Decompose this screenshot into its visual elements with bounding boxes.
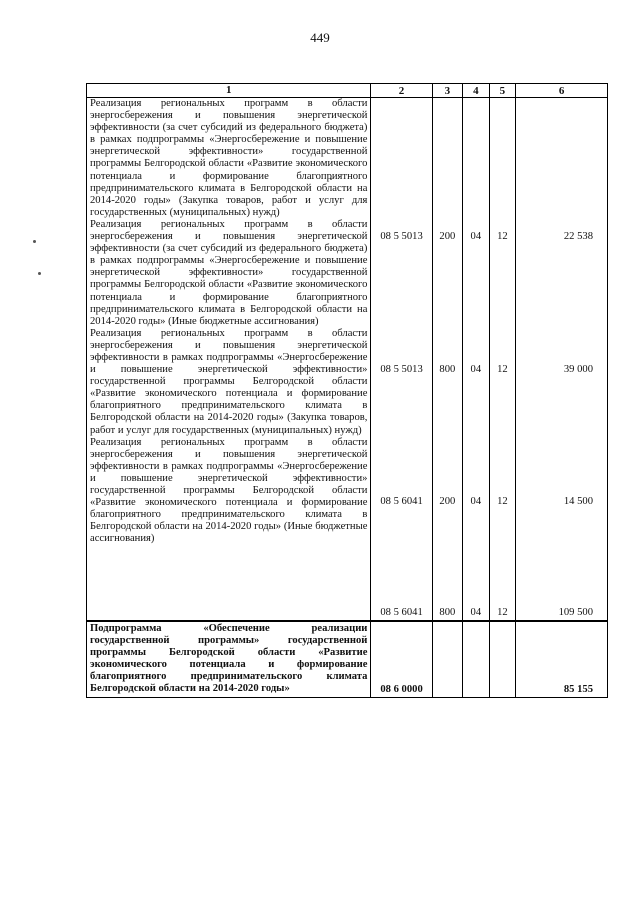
row-3-col-4: 04 bbox=[470, 496, 482, 507]
subprogram-col-3 bbox=[432, 621, 462, 697]
header-col-5: 5 bbox=[489, 84, 516, 98]
header-col-6: 6 bbox=[516, 84, 608, 98]
row-4-code: 08 5 6041 bbox=[380, 607, 423, 618]
scan-mark bbox=[38, 272, 41, 275]
row-4-amount: 109 500 bbox=[558, 607, 593, 618]
code-column bbox=[371, 98, 432, 622]
row-3-description: Реализация региональных программ в области энергосбережения и повышения энергетической эффективности в рамках подпрограммы «Энергосбережение и повышение энергетической эффективности» государственной программы Белгородской области «Развитие экономического потенциала и формирование благоприятного предпринимательского климата в Белгородской области на 2014-2020 годы» (Закупка товаров, работ и услуг для государственных (муниципальных) нужд) bbox=[90, 327, 368, 436]
col-4-column bbox=[463, 98, 490, 622]
subprogram-row bbox=[87, 621, 608, 697]
row-2-code: 08 5 5013 bbox=[380, 364, 423, 375]
row-4-description: Реализация региональных программ в области энергосбережения и повышения энергетической эффективности в рамках подпрограммы «Энергосбережение и повышение энергетической эффективности» государственной программы Белгородской области «Развитие экономического потенциала и формирование благоприятного предпринимательского климата в Белгородской области на 2014-2020 годы» (Иные бюджетные ассигнования) bbox=[90, 436, 368, 545]
row-4-col-3: 800 bbox=[439, 607, 456, 618]
subprogram-description: Подпрограмма «Обеспечение реализации государственной программы» государственной программы Белгородской области «Развитие экономического потенциала и формирование благоприятного предпринимательского климата Белгородской области на 2014-2020 годы» bbox=[87, 621, 371, 697]
row-1-amount: 22 538 bbox=[563, 231, 593, 242]
budget-table bbox=[86, 83, 608, 698]
table-row bbox=[87, 98, 608, 622]
row-1-col-4: 04 bbox=[470, 231, 482, 242]
row-1-col-3: 200 bbox=[439, 231, 456, 242]
table-header-row bbox=[87, 84, 608, 98]
col-5-column bbox=[489, 98, 516, 622]
row-3-amount: 14 500 bbox=[563, 496, 593, 507]
page-number: 449 bbox=[310, 30, 330, 45]
row-2-amount: 39 000 bbox=[563, 364, 593, 375]
header-col-4: 4 bbox=[463, 84, 490, 98]
row-3-col-3: 200 bbox=[439, 496, 456, 507]
row-1-col-5: 12 bbox=[497, 231, 508, 242]
row-4-col-4: 04 bbox=[470, 607, 482, 618]
rows-description-cell bbox=[87, 98, 371, 622]
subprogram-code: 08 6 0000 bbox=[371, 621, 432, 697]
header-col-1: 1 bbox=[87, 84, 371, 98]
header-col-3: 3 bbox=[432, 84, 462, 98]
row-2-description: Реализация региональных программ в области энергосбережения и повышения энергетической эффективности (за счет субсидий из федерального бюджета) в рамках подпрограммы «Энергосбережение и повышение энергетической эффективности» государственной программы Белгородской области «Развитие экономического потенциала и формирование благоприятного предпринимательского климата в Белгородской области на 2014-2020 годы» (Иные бюджетные ассигнования) bbox=[90, 218, 368, 327]
header-col-2: 2 bbox=[371, 84, 432, 98]
row-2-col-3: 800 bbox=[439, 364, 456, 375]
row-2-col-4: 04 bbox=[470, 364, 482, 375]
row-1-code: 08 5 5013 bbox=[380, 231, 423, 242]
row-2-col-5: 12 bbox=[497, 364, 508, 375]
row-1-description: Реализация региональных программ в области энергосбережения и повышения энергетической эффективности (за счет субсидий из федерального бюджета) в рамках подпрограммы «Энергосбережение и повышение энергетической эффективности» государственной программы Белгородской области «Развитие экономического потенциала и формирование благоприятного предпринимательского климата в Белгородской области на 2014-2020 годы» (Закупка товаров, работ и услуг для государственных (муниципальных) нужд) bbox=[90, 98, 368, 218]
amount-column bbox=[516, 98, 608, 622]
row-3-col-5: 12 bbox=[497, 496, 508, 507]
scan-mark bbox=[33, 240, 36, 243]
subprogram-col-5 bbox=[489, 621, 516, 697]
subprogram-col-4 bbox=[463, 621, 490, 697]
subprogram-amount: 85 155 bbox=[516, 621, 608, 697]
row-4-col-5: 12 bbox=[497, 607, 508, 618]
row-3-code: 08 5 6041 bbox=[380, 496, 423, 507]
col-3-column bbox=[432, 98, 462, 622]
